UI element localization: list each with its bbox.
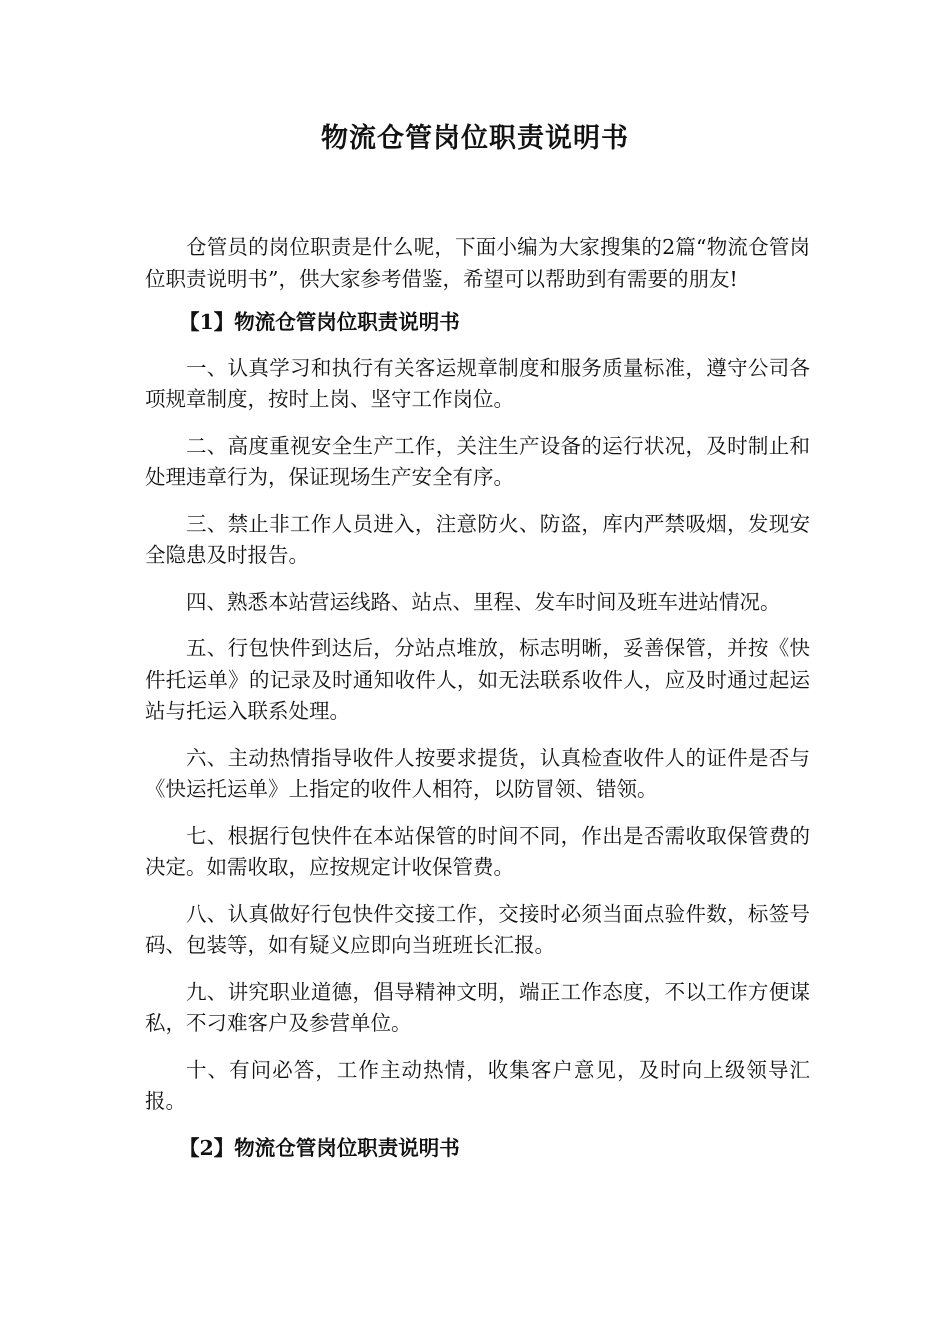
- duty-item-8: 八、认真做好行包快件交接工作，交接时必须当面点验件数，标签号码、包装等，如有疑义应即向当班班长汇报。: [145, 901, 810, 957]
- intro-paragraph: 仓管员的岗位职责是什么呢，下面小编为大家搜集的2篇“物流仓管岗位职责说明书”，供大家参考借鉴，希望可以帮助到有需要的朋友!: [145, 235, 810, 291]
- duty-item-5: 五、行包快件到达后，分站点堆放，标志明晰，妥善保管，并按《快件托运单》的记录及时通知收件人，如无法联系收件人，应及时通过起运站与托运入联系处理。: [145, 636, 810, 723]
- duty-item-3: 三、禁止非工作人员进入，注意防火、防盗，库内严禁吸烟，发现安全隐患及时报告。: [145, 511, 810, 567]
- duty-item-9: 九、讲究职业道德，倡导精神文明，端正工作态度，不以工作方便谋私，不刁难客户及参营单位。: [145, 979, 810, 1035]
- duty-item-7: 七、根据行包快件在本站保管的时间不同，作出是否需收取保管费的决定。如需收取，应按规定计收保管费。: [145, 823, 810, 879]
- section-1-heading: 【1】物流仓管岗位职责说明书: [179, 310, 460, 334]
- duty-item-2: 二、高度重视安全生产工作，关注生产设备的运行状况，及时制止和处理违章行为，保证现场生产安全有序。: [145, 433, 810, 489]
- section-2-heading: 【2】物流仓管岗位职责说明书: [179, 1135, 460, 1160]
- document-body: [145, 232, 810, 1178]
- document-title: 物流仓管岗位职责说明书: [321, 123, 629, 154]
- duty-item-10: 十、有问必答，工作主动热情，收集客户意见，及时向上级领导汇报。: [145, 1057, 810, 1113]
- duty-item-4: 四、熟悉本站营运线路、站点、里程、发车时间及班车进站情况。: [186, 589, 781, 614]
- duty-item-6: 六、主动热情指导收件人按要求提货，认真检查收件人的证件是否与《快运托运单》上指定的收件人相符，以防冒领、错领。: [145, 745, 810, 801]
- duty-item-1: 一、认真学习和执行有关客运规章制度和服务质量标准，遵守公司各项规章制度，按时上岗、坚守工作岗位。: [145, 355, 810, 411]
